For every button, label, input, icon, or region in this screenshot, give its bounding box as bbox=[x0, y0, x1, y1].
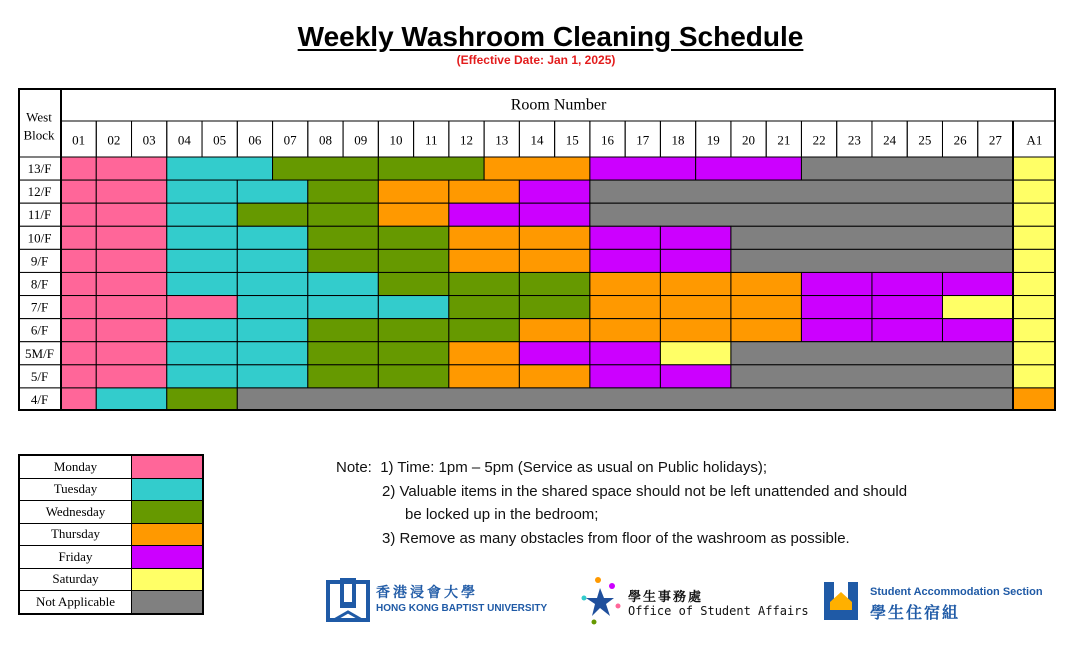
schedule-cell-fri bbox=[801, 296, 872, 319]
schedule-cell-thu bbox=[449, 180, 520, 203]
hkbu-chinese-name: 香港浸會大學 bbox=[376, 585, 478, 601]
room-number: 09 bbox=[354, 132, 368, 148]
room-number: 11 bbox=[424, 132, 438, 148]
note-line-1 bbox=[336, 456, 907, 480]
schedule-cell-tue bbox=[308, 296, 379, 319]
corner-label: Block bbox=[23, 127, 55, 143]
schedule-cell-tue bbox=[167, 365, 238, 388]
schedule-cell-tue bbox=[96, 388, 167, 411]
legend bbox=[18, 454, 204, 615]
effective-date: (Effective Date: Jan 1, 2025) bbox=[456, 53, 616, 67]
schedule-cell-fri bbox=[590, 157, 696, 180]
schedule-cell-wed bbox=[378, 272, 449, 295]
room-number: 23 bbox=[847, 132, 861, 148]
schedule-cell-sat bbox=[1013, 296, 1056, 319]
schedule-cell-thu bbox=[660, 272, 731, 295]
schedule-cell-fri bbox=[519, 203, 590, 226]
schedule-cell-thu bbox=[378, 203, 449, 226]
schedule-cell-mon bbox=[61, 319, 96, 342]
schedule-cell-tue bbox=[237, 342, 308, 365]
room-number: 22 bbox=[812, 132, 826, 148]
schedule-cell-mon bbox=[61, 388, 96, 411]
schedule-cell-na bbox=[731, 249, 1013, 272]
sas-logo bbox=[822, 574, 1043, 626]
room-number: 14 bbox=[530, 132, 544, 148]
schedule-cell-wed bbox=[308, 319, 379, 342]
schedule-cell-wed bbox=[308, 365, 379, 388]
legend-label: Monday bbox=[19, 455, 132, 478]
floor-label: 5M/F bbox=[25, 345, 54, 361]
legend-label: Not Applicable bbox=[19, 591, 132, 614]
schedule-cell-tue bbox=[237, 272, 308, 295]
schedule-cell-tue bbox=[237, 226, 308, 249]
note-line-3: 3) Remove as many obstacles from floor of the washroom as possible. bbox=[382, 529, 850, 547]
schedule-cell-sat bbox=[1013, 203, 1056, 226]
osa-english-name: Office of Student Affairs bbox=[628, 604, 809, 618]
note-line-2: 2) Valuable items in the shared space should not be left unattended and should bbox=[382, 482, 908, 500]
schedule-cell-fri bbox=[942, 319, 1013, 342]
room-number: 05 bbox=[213, 132, 227, 148]
schedule-cell-thu bbox=[590, 319, 661, 342]
schedule-cell-wed bbox=[167, 388, 238, 411]
schedule-cell-thu bbox=[449, 365, 520, 388]
schedule-cell-tue bbox=[167, 203, 238, 226]
floor-label: 10/F bbox=[27, 230, 52, 246]
room-number: 13 bbox=[495, 132, 509, 148]
osa-logo bbox=[578, 574, 809, 626]
note-line-2b: be locked up in the bedroom; bbox=[405, 506, 599, 523]
floor-label: 6/F bbox=[30, 322, 49, 338]
schedule-cell-wed bbox=[237, 203, 308, 226]
schedule-cell-wed bbox=[519, 296, 590, 319]
room-number: 02 bbox=[107, 132, 121, 148]
schedule-cell-tue bbox=[378, 296, 449, 319]
schedule-cell-fri bbox=[801, 272, 872, 295]
room-number: 24 bbox=[883, 132, 897, 148]
floor-label: 11/F bbox=[27, 207, 52, 223]
schedule-cell-wed bbox=[449, 296, 520, 319]
floor-label: 7/F bbox=[30, 299, 49, 315]
schedule-cell-wed bbox=[308, 342, 379, 365]
schedule-cell-tue bbox=[167, 342, 238, 365]
room-number: 03 bbox=[142, 132, 156, 148]
schedule-cell-thu bbox=[731, 319, 802, 342]
schedule-cell-thu bbox=[449, 249, 520, 272]
schedule-cell-thu bbox=[449, 226, 520, 249]
room-number: 10 bbox=[389, 132, 403, 148]
schedule-cell-tue bbox=[167, 249, 238, 272]
schedule-cell-sat bbox=[660, 342, 731, 365]
schedule-cell-na bbox=[801, 157, 1013, 180]
schedule-cell-tue bbox=[237, 365, 308, 388]
schedule-cell-wed bbox=[519, 272, 590, 295]
schedule-cell-sat bbox=[1013, 157, 1056, 180]
room-number: 01 bbox=[72, 132, 86, 148]
osa-chinese-name: 學生事務處 bbox=[628, 590, 704, 605]
schedule-cell-fri bbox=[696, 157, 802, 180]
legend-swatch bbox=[132, 568, 204, 591]
legend-label: Thursday bbox=[19, 523, 132, 546]
legend-row bbox=[19, 591, 203, 614]
schedule-cell-na bbox=[590, 180, 1013, 203]
schedule-cell-na bbox=[590, 203, 1013, 226]
schedule-cell-mon bbox=[61, 203, 96, 226]
room-number: A1 bbox=[1026, 132, 1043, 148]
schedule-cell-wed bbox=[378, 157, 484, 180]
schedule-cell-wed bbox=[449, 319, 520, 342]
schedule-cell-mon bbox=[167, 296, 238, 319]
schedule-cell-wed bbox=[308, 226, 379, 249]
schedule-cell-wed bbox=[308, 249, 379, 272]
schedule-cell-mon bbox=[61, 226, 96, 249]
legend-row bbox=[19, 568, 203, 591]
room-number: 07 bbox=[283, 132, 297, 148]
schedule-cell-mon bbox=[96, 157, 167, 180]
legend-row bbox=[19, 478, 203, 501]
room-number: 16 bbox=[601, 132, 615, 148]
note-1-text: 1) Time: 1pm – 5pm (Service as usual on Public holidays); bbox=[380, 459, 768, 476]
floor-label: 4/F bbox=[30, 391, 49, 407]
legend-swatch bbox=[132, 546, 204, 569]
schedule-cell-mon bbox=[96, 180, 167, 203]
schedule-cell-wed bbox=[273, 157, 379, 180]
schedule-cell-fri bbox=[590, 342, 661, 365]
schedule-cell-fri bbox=[660, 226, 731, 249]
legend-label: Tuesday bbox=[19, 478, 132, 501]
schedule-cell-na bbox=[731, 342, 1013, 365]
schedule-cell-tue bbox=[167, 180, 238, 203]
schedule-cell-sat bbox=[1013, 249, 1056, 272]
schedule-cell-tue bbox=[237, 180, 308, 203]
legend-swatch bbox=[132, 455, 204, 478]
schedule-cell-wed bbox=[378, 249, 449, 272]
floor-label: 5/F bbox=[30, 368, 49, 384]
schedule-cell-sat bbox=[1013, 272, 1056, 295]
room-number: 04 bbox=[177, 132, 191, 148]
legend-row bbox=[19, 546, 203, 569]
schedule-cell-fri bbox=[872, 272, 943, 295]
schedule-cell-thu bbox=[484, 157, 590, 180]
schedule-cell-tue bbox=[167, 319, 238, 342]
schedule-cell-tue bbox=[167, 157, 273, 180]
room-number: 25 bbox=[918, 132, 932, 148]
schedule-cell-sat bbox=[1013, 365, 1056, 388]
floor-label: 9/F bbox=[30, 253, 49, 269]
legend-row bbox=[19, 523, 203, 546]
room-number: 21 bbox=[777, 132, 791, 148]
schedule-cell-wed bbox=[308, 203, 379, 226]
schedule-cell-thu bbox=[660, 296, 731, 319]
legend-label: Friday bbox=[19, 546, 132, 569]
schedule-cell-sat bbox=[1013, 180, 1056, 203]
schedule-cell-sat bbox=[1013, 226, 1056, 249]
schedule-cell-mon bbox=[96, 226, 167, 249]
room-number-header: Room Number bbox=[510, 96, 607, 114]
schedule-cell-mon bbox=[61, 249, 96, 272]
legend-swatch bbox=[132, 523, 204, 546]
schedule-cell-mon bbox=[96, 319, 167, 342]
schedule-cell-sat bbox=[1013, 342, 1056, 365]
schedule-cell-fri bbox=[872, 319, 943, 342]
legend-row bbox=[19, 455, 203, 478]
room-number: 19 bbox=[706, 132, 720, 148]
legend-swatch bbox=[132, 591, 204, 614]
schedule-cell-thu bbox=[731, 272, 802, 295]
schedule-cell-na bbox=[237, 388, 1013, 411]
schedule-cell-fri bbox=[590, 365, 661, 388]
schedule-cell-thu bbox=[519, 319, 590, 342]
legend-swatch bbox=[132, 501, 204, 524]
schedule-cell-mon bbox=[96, 365, 167, 388]
schedule-cell-thu bbox=[590, 272, 661, 295]
schedule-cell-thu bbox=[519, 365, 590, 388]
schedule-cell-fri bbox=[660, 365, 731, 388]
schedule-cell-thu bbox=[519, 226, 590, 249]
room-number: 17 bbox=[636, 132, 650, 148]
schedule-cell-mon bbox=[96, 272, 167, 295]
legend-swatch bbox=[132, 478, 204, 501]
schedule-cell-thu bbox=[731, 296, 802, 319]
schedule-cell-fri bbox=[590, 226, 661, 249]
schedule-cell-tue bbox=[308, 272, 379, 295]
schedule-cell-fri bbox=[590, 249, 661, 272]
schedule-cell-wed bbox=[308, 180, 379, 203]
schedule-cell-mon bbox=[96, 249, 167, 272]
cleaning-schedule-table bbox=[18, 88, 1056, 411]
legend-label: Saturday bbox=[19, 568, 132, 591]
schedule-cell-mon bbox=[61, 296, 96, 319]
house-building-icon bbox=[822, 580, 862, 622]
floor-label: 8/F bbox=[30, 276, 49, 292]
room-number: 12 bbox=[459, 132, 473, 148]
room-number: 20 bbox=[742, 132, 756, 148]
schedule-cell-mon bbox=[61, 272, 96, 295]
schedule-cell-tue bbox=[237, 319, 308, 342]
schedule-cell-fri bbox=[660, 249, 731, 272]
schedule-cell-mon bbox=[96, 296, 167, 319]
legend-label: Wednesday bbox=[19, 501, 132, 524]
schedule-cell-mon bbox=[61, 342, 96, 365]
room-number: 27 bbox=[988, 132, 1002, 148]
hkbu-logo bbox=[326, 574, 548, 626]
schedule-cell-wed bbox=[378, 365, 449, 388]
schedule-cell-na bbox=[731, 226, 1013, 249]
schedule-cell-thu bbox=[1013, 388, 1056, 411]
page-title: Weekly Washroom Cleaning Schedule bbox=[297, 21, 804, 52]
star-figure-icon bbox=[578, 576, 624, 626]
schedule-cell-thu bbox=[449, 342, 520, 365]
sas-chinese-name: 學生住宿組 bbox=[870, 603, 961, 622]
schedule-cell-thu bbox=[519, 249, 590, 272]
floor-label: 12/F bbox=[27, 184, 52, 200]
schedule-cell-tue bbox=[237, 249, 308, 272]
schedule-cell-fri bbox=[449, 203, 520, 226]
schedule-cell-fri bbox=[519, 342, 590, 365]
schedule-cell-mon bbox=[96, 203, 167, 226]
schedule-cell-sat bbox=[942, 296, 1013, 319]
corner-label: West bbox=[26, 109, 52, 125]
schedule-cell-thu bbox=[378, 180, 449, 203]
room-number: 15 bbox=[565, 132, 579, 148]
room-number: 26 bbox=[953, 132, 967, 148]
room-number: 18 bbox=[671, 132, 685, 148]
schedule-cell-fri bbox=[872, 296, 943, 319]
hkbu-crest-icon bbox=[326, 576, 370, 624]
note-prefix: Note: bbox=[336, 459, 372, 476]
notes bbox=[336, 456, 907, 550]
floor-label: 13/F bbox=[27, 161, 52, 177]
schedule-cell-tue bbox=[167, 272, 238, 295]
schedule-cell-tue bbox=[167, 226, 238, 249]
schedule-cell-na bbox=[731, 365, 1013, 388]
schedule-cell-thu bbox=[660, 319, 731, 342]
schedule-cell-fri bbox=[519, 180, 590, 203]
schedule-cell-sat bbox=[1013, 319, 1056, 342]
schedule-cell-wed bbox=[378, 226, 449, 249]
sas-english-name: Student Accommodation Section bbox=[870, 586, 1043, 598]
schedule-cell-mon bbox=[96, 342, 167, 365]
room-number: 06 bbox=[248, 132, 262, 148]
schedule-cell-wed bbox=[449, 272, 520, 295]
schedule-cell-mon bbox=[61, 180, 96, 203]
schedule-cell-fri bbox=[942, 272, 1013, 295]
schedule-cell-mon bbox=[61, 157, 96, 180]
schedule-cell-wed bbox=[378, 319, 449, 342]
schedule-cell-mon bbox=[61, 365, 96, 388]
schedule-cell-wed bbox=[378, 342, 449, 365]
schedule-cell-fri bbox=[801, 319, 872, 342]
legend-row bbox=[19, 501, 203, 524]
hkbu-english-name: HONG KONG BAPTIST UNIVERSITY bbox=[376, 603, 548, 614]
room-number: 08 bbox=[318, 132, 332, 148]
schedule-cell-tue bbox=[237, 296, 308, 319]
schedule-cell-thu bbox=[590, 296, 661, 319]
